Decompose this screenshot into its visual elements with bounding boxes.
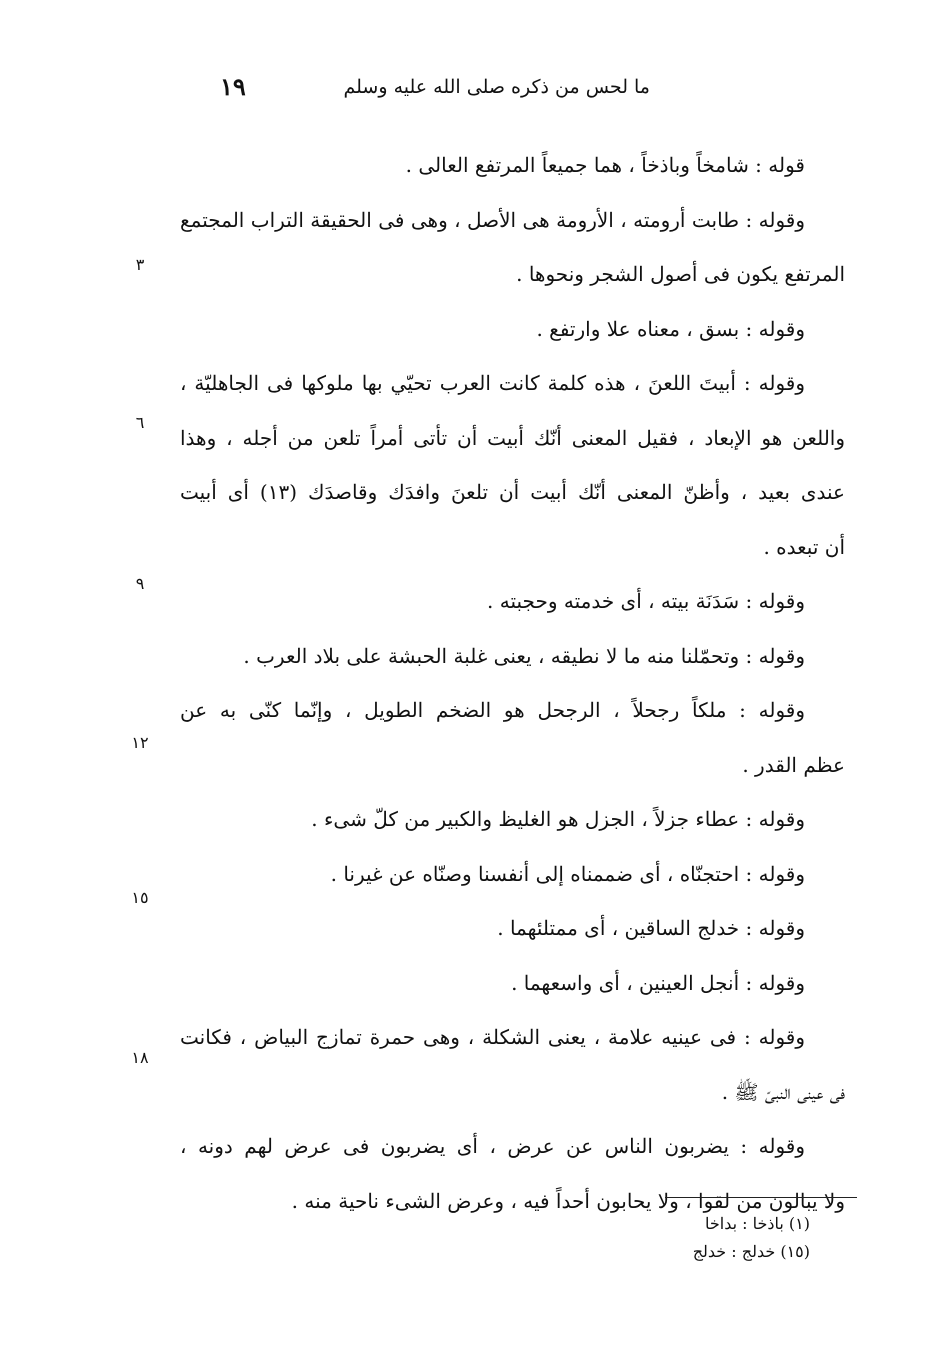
text-line: وقوله : احتجنّاه ، أى ضممناه إلى أنفسنا وصنّاه عن غيرنا . — [330, 861, 805, 886]
footnote-rule — [665, 1197, 857, 1198]
text-line: وقوله : طابت أرومته ، الأرومة هى الأصل ، وهى فى الحقيقة التراب المجتمع — [180, 207, 805, 232]
page-number: ١٩ — [220, 72, 246, 101]
text-line: واللعن هو الإبعاد ، فقيل المعنى أنّك أبيت أن تأتى أمراً تلعن من أجله ، وهذا — [180, 425, 845, 450]
footnote: (١) باذخا : بداخا — [704, 1214, 810, 1233]
text-line: وقوله : ملكاً رجحلاً ، الرجحل هو الضخم الطويل ، وإنّما كنّى به عن — [180, 698, 805, 722]
text-line: وقوله : وتحمّلنا منه ما لا نطيقه ، يعنى غلبة الحبشة على بلاد العرب . — [243, 643, 805, 668]
text-line: وقوله : يضربون الناس عن عرض ، أى يضربون فى عرض لهم دونه ، — [180, 1134, 805, 1158]
text-line: عندى بعيد ، وأظنّ المعنى أنّك أبيت أن تلعنَ وافدَك وقاصدَك (١٣) أى أبيت — [180, 480, 845, 504]
line-number: ٣ — [135, 255, 145, 274]
text-line: وقوله : فى عينيه علامة ، يعنى الشكلة ، وهى حمرة تمازج البياض ، فكانت — [180, 1025, 805, 1049]
text-line: وقوله : عطاء جزلاً ، الجزل هو الغليظ والكبير من كلّ شىء . — [311, 807, 805, 831]
line-number: ١٢ — [131, 733, 149, 752]
text-line: ولا يبالون من لقوا ، ولا يحابون أحداً فيه ، وعرض الشىء ناحية منه . — [291, 1188, 845, 1213]
line-number: ٩ — [135, 574, 145, 593]
text-line: أن تبعده . — [763, 534, 845, 559]
text-line: فى عينى النبىّ ﷺ . — [721, 1079, 845, 1104]
line-number: ١٨ — [131, 1048, 149, 1067]
footnotes — [600, 1210, 810, 1266]
text-line: وقوله : سَدَنَة بيته ، أى خدمته وحجبته . — [487, 589, 805, 613]
footnote: (١٥) خدلج : خدلج — [692, 1242, 810, 1261]
text-line: وقوله : بسق ، معناه علا وارتفع . — [536, 316, 805, 341]
line-number: ٦ — [135, 413, 145, 432]
running-header — [180, 70, 845, 110]
text-line: قوله : شامخاً وباذخاً ، هما جميعاً المرتفع العالى . — [405, 153, 805, 177]
body-text — [180, 138, 845, 1228]
line-number: ١٥ — [131, 888, 149, 907]
text-line: وقوله : أبيتَ اللعنَ ، هذه كلمة كانت العرب تحيّي بها ملوكها فى الجاهليّة ، — [180, 371, 805, 395]
text-line: وقوله : أنجل العينين ، أى واسعهما . — [511, 970, 805, 995]
text-line: عظم القدر . — [742, 752, 845, 777]
running-title: ما لحس من ذكره صلى الله عليه وسلم — [343, 76, 650, 98]
text-line: وقوله : خدلج الساقين ، أى ممتلئهما . — [497, 916, 805, 940]
text-line: المرتفع يكون فى أصول الشجر ونحوها . — [516, 262, 845, 286]
